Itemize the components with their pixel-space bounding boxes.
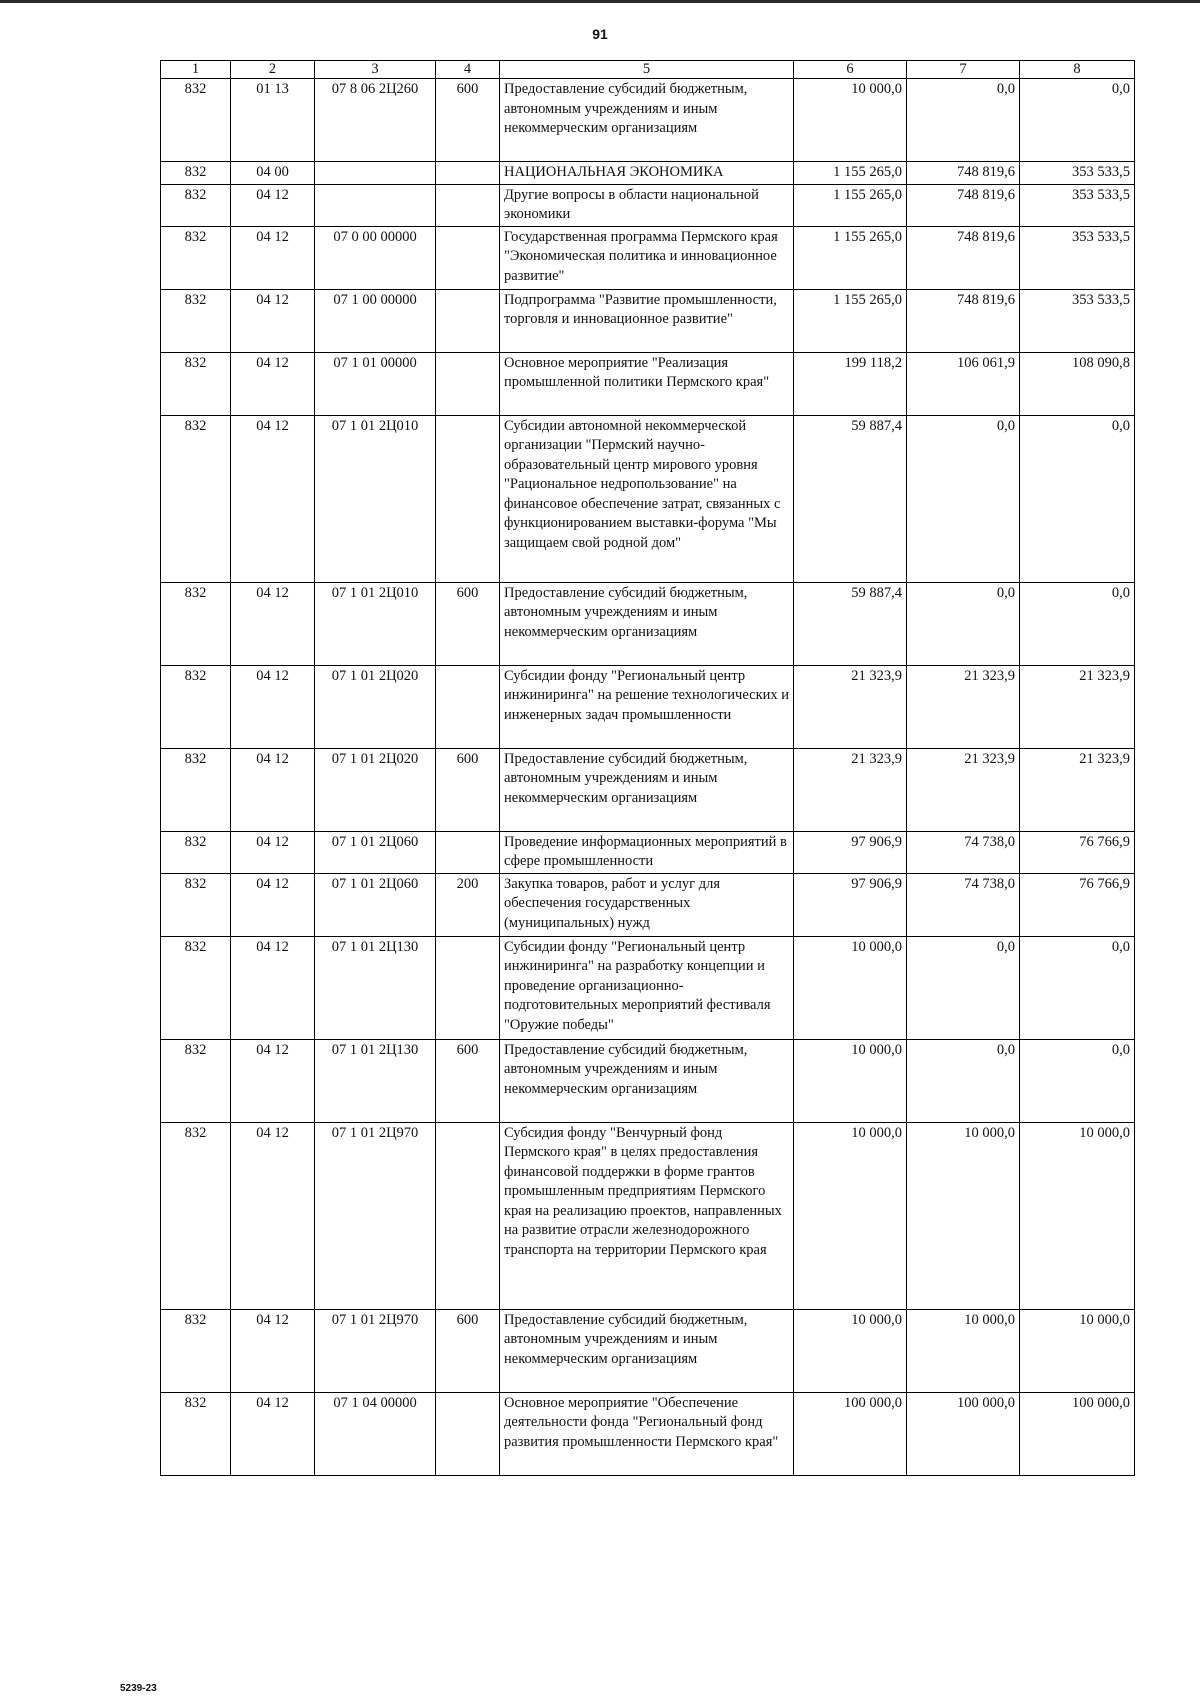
cell-description: Основное мероприятие "Обеспечение деятельности фонда "Региональный фонд развития промышленности Пермского края" <box>500 1392 794 1475</box>
cell-ministry-code: 832 <box>161 162 231 185</box>
cell-section-code: 04 12 <box>231 1039 315 1122</box>
cell-amount-year3: 21 323,9 <box>1020 748 1135 831</box>
cell-target-article: 07 1 01 2Ц010 <box>315 415 436 582</box>
cell-ministry-code: 832 <box>161 289 231 352</box>
column-header: 5 <box>500 61 794 79</box>
table-row <box>161 1122 1135 1309</box>
cell-ministry-code: 832 <box>161 665 231 748</box>
cell-amount-year2: 0,0 <box>907 582 1020 665</box>
cell-section-code: 04 12 <box>231 1309 315 1392</box>
cell-amount-year1: 1 155 265,0 <box>794 162 907 185</box>
table-row <box>161 226 1135 289</box>
table-row <box>161 1039 1135 1122</box>
cell-target-article <box>315 162 436 185</box>
cell-amount-year3: 108 090,8 <box>1020 352 1135 415</box>
cell-amount-year2: 106 061,9 <box>907 352 1020 415</box>
cell-description: Предоставление субсидий бюджетным, автономным учреждениям и иным некоммерческим организациям <box>500 79 794 162</box>
cell-target-article: 07 1 01 2Ц010 <box>315 582 436 665</box>
column-header: 7 <box>907 61 1020 79</box>
cell-ministry-code: 832 <box>161 415 231 582</box>
cell-section-code: 04 12 <box>231 226 315 289</box>
cell-ministry-code: 832 <box>161 873 231 936</box>
cell-amount-year2: 100 000,0 <box>907 1392 1020 1475</box>
cell-amount-year2: 21 323,9 <box>907 665 1020 748</box>
table-row <box>161 352 1135 415</box>
cell-section-code: 04 00 <box>231 162 315 185</box>
cell-target-article: 07 1 01 2Ц060 <box>315 831 436 873</box>
cell-ministry-code: 832 <box>161 1392 231 1475</box>
cell-amount-year1: 59 887,4 <box>794 415 907 582</box>
cell-amount-year3: 21 323,9 <box>1020 665 1135 748</box>
cell-description: Предоставление субсидий бюджетным, автономным учреждениям и иным некоммерческим организациям <box>500 1039 794 1122</box>
cell-target-article: 07 1 01 2Ц020 <box>315 665 436 748</box>
cell-expense-type <box>436 184 500 226</box>
cell-amount-year3: 10 000,0 <box>1020 1122 1135 1309</box>
cell-amount-year1: 97 906,9 <box>794 873 907 936</box>
cell-description: Проведение информационных мероприятий в сфере промышленности <box>500 831 794 873</box>
table-header-row <box>161 61 1135 79</box>
cell-amount-year1: 10 000,0 <box>794 1039 907 1122</box>
cell-description: Субсидии автономной некоммерческой организации "Пермский научно-образовательный центр мирового уровня "Рациональное недропользование" на финансовое обеспечение затрат, связанных с функционированием выставки-форума "Мы защищаем свой родной дом" <box>500 415 794 582</box>
cell-target-article: 07 1 00 00000 <box>315 289 436 352</box>
cell-description: Предоставление субсидий бюджетным, автономным учреждениям и иным некоммерческим организациям <box>500 582 794 665</box>
column-header: 4 <box>436 61 500 79</box>
cell-description: Государственная программа Пермского края "Экономическая политика и инновационное развитие" <box>500 226 794 289</box>
cell-expense-type <box>436 1122 500 1309</box>
cell-amount-year1: 10 000,0 <box>794 79 907 162</box>
cell-expense-type <box>436 162 500 185</box>
table-body <box>161 79 1135 1476</box>
cell-expense-type <box>436 665 500 748</box>
column-header: 1 <box>161 61 231 79</box>
cell-ministry-code: 832 <box>161 226 231 289</box>
cell-ministry-code: 832 <box>161 936 231 1039</box>
cell-amount-year3: 10 000,0 <box>1020 1309 1135 1392</box>
cell-expense-type <box>436 352 500 415</box>
cell-section-code: 04 12 <box>231 415 315 582</box>
column-header: 8 <box>1020 61 1135 79</box>
cell-amount-year1: 1 155 265,0 <box>794 289 907 352</box>
cell-description: Предоставление субсидий бюджетным, автономным учреждениям и иным некоммерческим организациям <box>500 748 794 831</box>
cell-amount-year3: 353 533,5 <box>1020 226 1135 289</box>
table-row <box>161 748 1135 831</box>
cell-description: Другие вопросы в области национальной экономики <box>500 184 794 226</box>
table-row <box>161 936 1135 1039</box>
cell-section-code: 04 12 <box>231 831 315 873</box>
cell-ministry-code: 832 <box>161 184 231 226</box>
cell-amount-year2: 748 819,6 <box>907 226 1020 289</box>
table-row <box>161 184 1135 226</box>
cell-target-article: 07 1 01 2Ц130 <box>315 1039 436 1122</box>
cell-description: Предоставление субсидий бюджетным, автономным учреждениям и иным некоммерческим организациям <box>500 1309 794 1392</box>
cell-section-code: 01 13 <box>231 79 315 162</box>
cell-amount-year2: 748 819,6 <box>907 289 1020 352</box>
cell-section-code: 04 12 <box>231 582 315 665</box>
cell-amount-year2: 10 000,0 <box>907 1309 1020 1392</box>
cell-expense-type: 600 <box>436 748 500 831</box>
cell-amount-year3: 353 533,5 <box>1020 162 1135 185</box>
cell-target-article: 07 0 00 00000 <box>315 226 436 289</box>
cell-target-article: 07 8 06 2Ц260 <box>315 79 436 162</box>
table-row <box>161 162 1135 185</box>
cell-amount-year2: 0,0 <box>907 415 1020 582</box>
cell-amount-year1: 59 887,4 <box>794 582 907 665</box>
column-header: 6 <box>794 61 907 79</box>
cell-expense-type: 600 <box>436 79 500 162</box>
cell-amount-year3: 0,0 <box>1020 415 1135 582</box>
cell-amount-year3: 0,0 <box>1020 582 1135 665</box>
cell-section-code: 04 12 <box>231 1392 315 1475</box>
cell-amount-year2: 10 000,0 <box>907 1122 1020 1309</box>
cell-section-code: 04 12 <box>231 748 315 831</box>
cell-description: Подпрограмма "Развитие промышленности, торговля и инновационное развитие" <box>500 289 794 352</box>
cell-amount-year1: 1 155 265,0 <box>794 226 907 289</box>
cell-amount-year1: 1 155 265,0 <box>794 184 907 226</box>
cell-amount-year2: 0,0 <box>907 1039 1020 1122</box>
cell-amount-year1: 21 323,9 <box>794 665 907 748</box>
table-row <box>161 79 1135 162</box>
cell-description: Субсидии фонду "Региональный центр инжиниринга" на решение технологических и инженерных задач промышленности <box>500 665 794 748</box>
cell-section-code: 04 12 <box>231 352 315 415</box>
cell-amount-year1: 100 000,0 <box>794 1392 907 1475</box>
table-row <box>161 1392 1135 1475</box>
cell-section-code: 04 12 <box>231 1122 315 1309</box>
cell-expense-type <box>436 289 500 352</box>
cell-ministry-code: 832 <box>161 1309 231 1392</box>
cell-amount-year2: 74 738,0 <box>907 873 1020 936</box>
cell-description: Субсидии фонду "Региональный центр инжиниринга" на разработку концепции и проведение организационно-подготовительных мероприятий фестиваля "Оружие победы" <box>500 936 794 1039</box>
table-row <box>161 289 1135 352</box>
cell-amount-year1: 21 323,9 <box>794 748 907 831</box>
cell-expense-type: 200 <box>436 873 500 936</box>
cell-expense-type <box>436 831 500 873</box>
table-row <box>161 873 1135 936</box>
cell-section-code: 04 12 <box>231 665 315 748</box>
cell-ministry-code: 832 <box>161 1039 231 1122</box>
column-header: 3 <box>315 61 436 79</box>
cell-section-code: 04 12 <box>231 184 315 226</box>
cell-amount-year3: 0,0 <box>1020 1039 1135 1122</box>
cell-ministry-code: 832 <box>161 831 231 873</box>
page-number: 91 <box>592 26 608 42</box>
table-row <box>161 1309 1135 1392</box>
cell-ministry-code: 832 <box>161 79 231 162</box>
cell-amount-year3: 0,0 <box>1020 79 1135 162</box>
cell-expense-type: 600 <box>436 1039 500 1122</box>
cell-expense-type <box>436 415 500 582</box>
cell-target-article: 07 1 01 2Ц970 <box>315 1122 436 1309</box>
cell-amount-year2: 748 819,6 <box>907 184 1020 226</box>
cell-section-code: 04 12 <box>231 289 315 352</box>
cell-expense-type <box>436 226 500 289</box>
cell-target-article: 07 1 01 2Ц130 <box>315 936 436 1039</box>
cell-ministry-code: 832 <box>161 748 231 831</box>
document-id: 5239-23 <box>120 1683 157 1694</box>
cell-ministry-code: 832 <box>161 582 231 665</box>
cell-amount-year1: 199 118,2 <box>794 352 907 415</box>
cell-amount-year3: 76 766,9 <box>1020 831 1135 873</box>
cell-section-code: 04 12 <box>231 936 315 1039</box>
cell-target-article <box>315 184 436 226</box>
cell-target-article: 07 1 01 2Ц060 <box>315 873 436 936</box>
cell-ministry-code: 832 <box>161 1122 231 1309</box>
cell-description: Закупка товаров, работ и услуг для обеспечения государственных (муниципальных) нужд <box>500 873 794 936</box>
budget-table <box>160 60 1135 1476</box>
cell-description: Основное мероприятие "Реализация промышленной политики Пермского края" <box>500 352 794 415</box>
cell-amount-year2: 74 738,0 <box>907 831 1020 873</box>
column-header: 2 <box>231 61 315 79</box>
cell-amount-year1: 10 000,0 <box>794 1309 907 1392</box>
cell-amount-year1: 97 906,9 <box>794 831 907 873</box>
cell-amount-year1: 10 000,0 <box>794 1122 907 1309</box>
cell-target-article: 07 1 04 00000 <box>315 1392 436 1475</box>
cell-amount-year1: 10 000,0 <box>794 936 907 1039</box>
cell-expense-type: 600 <box>436 582 500 665</box>
cell-expense-type: 600 <box>436 1309 500 1392</box>
cell-expense-type <box>436 936 500 1039</box>
cell-amount-year3: 353 533,5 <box>1020 184 1135 226</box>
cell-amount-year2: 748 819,6 <box>907 162 1020 185</box>
cell-amount-year3: 100 000,0 <box>1020 1392 1135 1475</box>
cell-amount-year2: 21 323,9 <box>907 748 1020 831</box>
cell-amount-year3: 0,0 <box>1020 936 1135 1039</box>
table-row <box>161 582 1135 665</box>
table-row <box>161 415 1135 582</box>
table-row <box>161 665 1135 748</box>
cell-ministry-code: 832 <box>161 352 231 415</box>
cell-target-article: 07 1 01 2Ц970 <box>315 1309 436 1392</box>
page-top-border <box>0 0 1200 3</box>
cell-target-article: 07 1 01 00000 <box>315 352 436 415</box>
cell-description: Субсидия фонду "Венчурный фонд Пермского края" в целях предоставления финансовой поддержки в форме грантов промышленным предприятиям Пермского края на реализацию проектов, направленных на развитие отрасли железнодорожного транспорта на территории Пермского края <box>500 1122 794 1309</box>
cell-amount-year2: 0,0 <box>907 79 1020 162</box>
table-row <box>161 831 1135 873</box>
cell-amount-year3: 353 533,5 <box>1020 289 1135 352</box>
cell-target-article: 07 1 01 2Ц020 <box>315 748 436 831</box>
cell-section-code: 04 12 <box>231 873 315 936</box>
cell-amount-year3: 76 766,9 <box>1020 873 1135 936</box>
cell-description: НАЦИОНАЛЬНАЯ ЭКОНОМИКА <box>500 162 794 185</box>
cell-amount-year2: 0,0 <box>907 936 1020 1039</box>
cell-expense-type <box>436 1392 500 1475</box>
